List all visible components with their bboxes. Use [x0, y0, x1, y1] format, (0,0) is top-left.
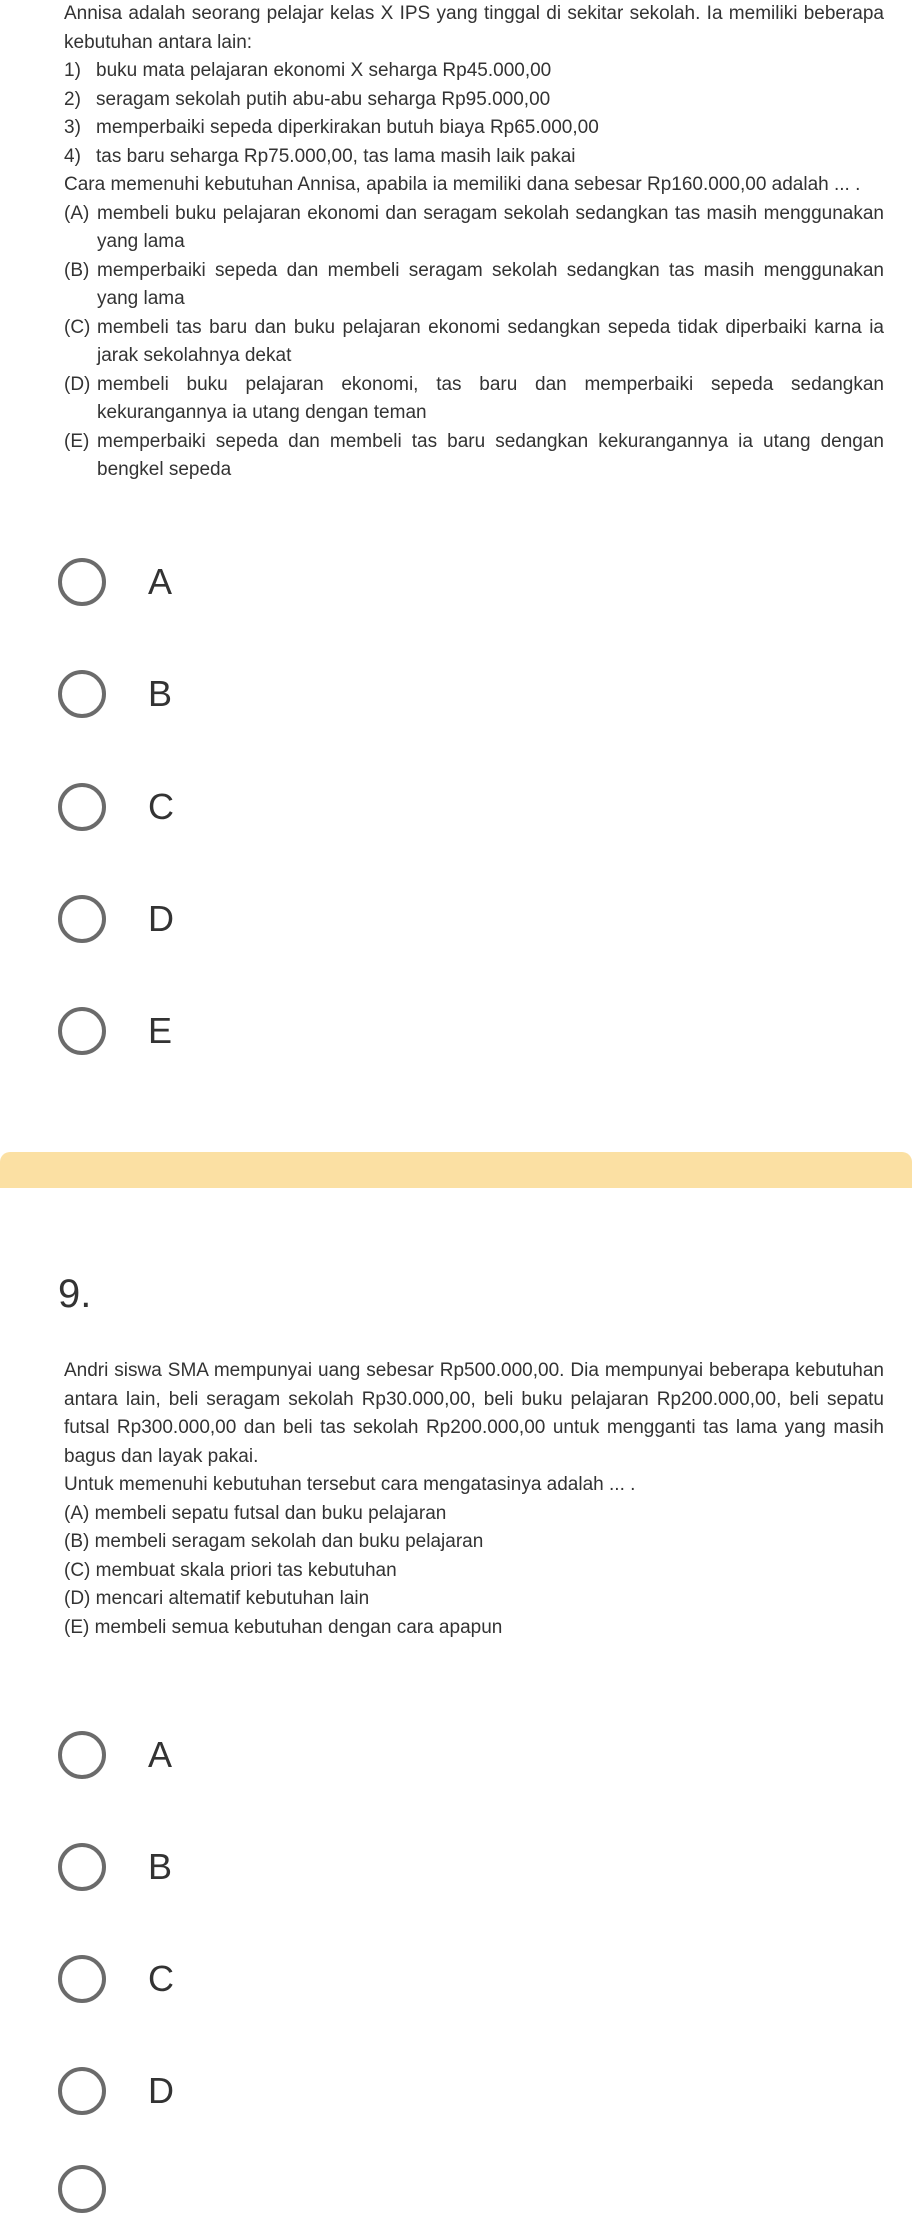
need-item: 4) tas baru seharga Rp75.000,00, tas lama masih laik pakai	[64, 145, 576, 167]
radio-button[interactable]	[58, 1955, 106, 2003]
question-8-prompt: Cara memenuhi kebutuhan Annisa, apabila ia memiliki dana sebesar Rp160.000,00 adalah ... .	[64, 174, 861, 195]
answer-option-text: (D) membeli buku pelajaran ekonomi, tas baru dan memperbaiki sepeda sedangkan kekurangannya ia utang dengan teman	[64, 373, 884, 423]
choice-label: B	[148, 673, 173, 714]
answer-option-text: (E) memperbaiki sepeda dan membeli tas baru sedangkan kekurangannya ia utang dengan bengkel sepeda	[64, 430, 884, 480]
need-item: 3) memperbaiki sepeda diperkirakan butuh biaya Rp65.000,00	[64, 117, 599, 138]
answer-option-text: (B) membeli seragam sekolah dan buku pelajaran	[64, 1531, 484, 1552]
answer-option-text: (A) membeli buku pelajaran ekonomi dan seragam sekolah sedangkan tas masih menggunakan yang lama	[64, 202, 884, 252]
radio-choice-b[interactable]	[58, 1838, 172, 1896]
question-8-text	[64, 0, 884, 485]
radio-choice-a[interactable]	[58, 553, 172, 611]
radio-button[interactable]	[58, 2165, 106, 2213]
radio-button[interactable]	[58, 895, 106, 943]
radio-button[interactable]	[58, 670, 106, 718]
answer-option-text: (E) membeli semua kebutuhan dengan cara apapun	[64, 1616, 503, 1638]
question-separator	[0, 1152, 912, 1188]
radio-button[interactable]	[58, 558, 106, 606]
choice-label: D	[148, 898, 174, 939]
answer-option-text: (D) mencari altematif kebutuhan lain	[64, 1588, 370, 1609]
radio-choice-d[interactable]	[58, 890, 174, 948]
radio-choice-c[interactable]	[58, 1950, 174, 2008]
choice-label: E	[148, 1010, 173, 1051]
question-9-prompt: Untuk memenuhi kebutuhan tersebut cara mengatasinya adalah ... .	[64, 1474, 636, 1495]
answer-option-text: (C) membeli tas baru dan buku pelajaran ekonomi sedangkan sepeda tidak diperbaiki karna ia jarak sekolahnya dekat	[64, 316, 884, 366]
choice-label: C	[148, 1958, 174, 1999]
question-8-intro: Annisa adalah seorang pelajar kelas X IPS yang tinggal di sekitar sekolah. Ia memiliki beberapa kebutuhan antara lain:	[64, 3, 884, 53]
choice-label: C	[148, 786, 174, 827]
answer-option-text: (A) membeli sepatu futsal dan buku pelajaran	[64, 1502, 447, 1524]
radio-button[interactable]	[58, 1843, 106, 1891]
radio-button[interactable]	[58, 1731, 106, 1779]
answer-option-text: (B) memperbaiki sepeda dan membeli seragam sekolah sedangkan tas masih menggunakan yang lama	[64, 259, 884, 309]
radio-button[interactable]	[58, 1007, 106, 1055]
radio-choice-partial[interactable]	[58, 2160, 106, 2218]
radio-choice-e[interactable]	[58, 1002, 172, 1060]
choice-label: D	[148, 2070, 174, 2111]
question-card-9	[0, 1188, 912, 2179]
need-item: 1) buku mata pelajaran ekonomi X seharga Rp45.000,00	[64, 60, 552, 81]
answer-option-text: (C) membuat skala priori tas kebutuhan	[64, 1559, 397, 1581]
radio-button[interactable]	[58, 783, 106, 831]
choice-label: A	[148, 561, 173, 602]
radio-choice-d[interactable]	[58, 2062, 174, 2120]
choice-label: B	[148, 1846, 173, 1887]
question-9-text	[64, 1357, 884, 1642]
radio-button[interactable]	[58, 2067, 106, 2115]
radio-choice-c[interactable]	[58, 778, 174, 836]
choice-label: A	[148, 1734, 173, 1775]
question-9-intro: Andri siswa SMA mempunyai uang sebesar Rp500.000,00. Dia mempunyai beberapa kebutuhan antara lain, beli seragam sekolah Rp30.000,00, beli buku pelajaran Rp200.000,00, beli sepatu futsal Rp300.000,00 dan beli tas sekolah Rp200.000,00 untuk mengganti tas lama yang masih bagus dan layak pakai.	[64, 1360, 884, 1467]
radio-choice-a[interactable]	[58, 1726, 172, 1784]
question-number: 9.	[58, 1272, 92, 1316]
need-item: 2) seragam sekolah putih abu-abu seharga Rp95.000,00	[64, 88, 551, 110]
radio-choice-b[interactable]	[58, 665, 172, 723]
